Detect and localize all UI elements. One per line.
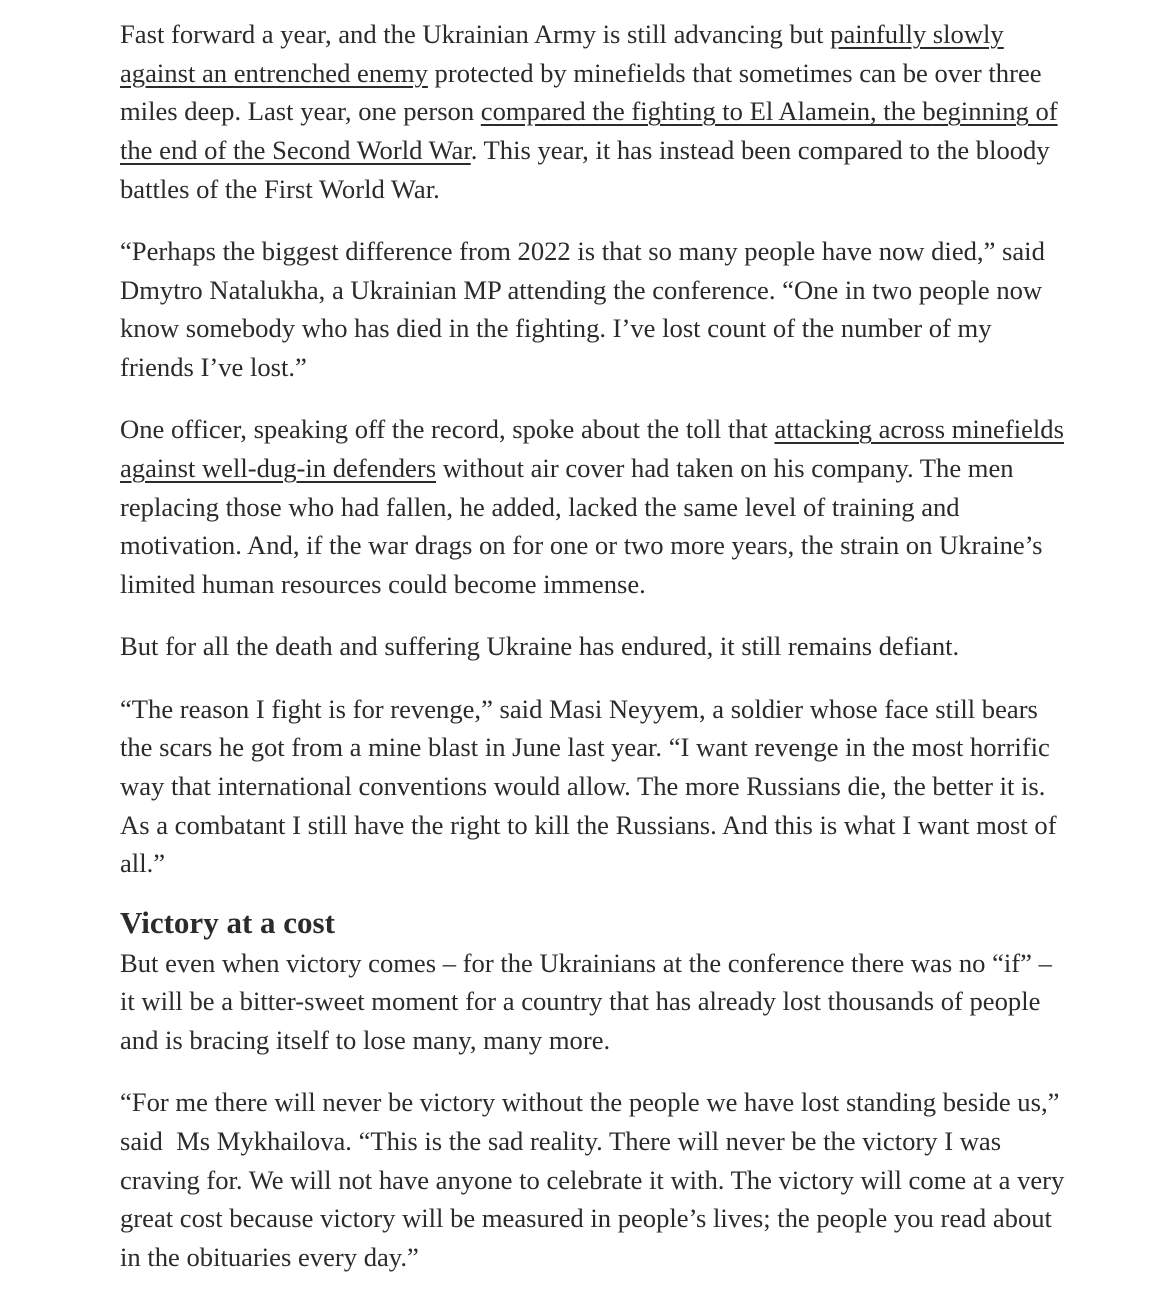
subheading: Victory at a cost xyxy=(120,904,335,940)
text-segment: without air cover had taken on his company. The men replacing those who had fallen, he added, lacked the same level of training and motivation. And, if the war drags on for one or two more years, the strain on Ukraine’s limited human resources could become immense. xyxy=(120,453,1043,600)
paragraph-natalukha-quote xyxy=(120,232,1065,387)
article-body xyxy=(120,15,1065,1300)
text-segment: “For me there will never be victory without the people we have lost standing beside us,” said Ms Mykhailova. “This is the sad reality. There will never be the victory I was craving for. We will not have anyone to celebrate it with. The victory will come at a very great cost because victory will be measured in people’s lives; the people you read about in the obituaries every day.” xyxy=(120,1087,1065,1272)
text-segment: But even when victory comes – for the Ukrainians at the conference there was no “if” – it will be a bitter-sweet moment for a country that has already lost thousands of people and is bracing itself to lose many, many more. xyxy=(120,947,1052,1055)
link-painfully-slowly[interactable]: painfully slowly against an entrenched enemy xyxy=(120,19,1004,88)
paragraph-officer xyxy=(120,410,1065,604)
text-segment: “Perhaps the biggest difference from 2022 is that so many people have now died,” said Dmytro Natalukha, a Ukrainian MP attending the conference. “One in two people now know somebody who has died in the fighting. I’ve lost count of the number of my friends I’ve lost.” xyxy=(120,236,1045,383)
text-segment: One officer, speaking off the record, spoke about the toll that xyxy=(120,414,775,445)
link-attacking-across-minefields[interactable]: attacking across minefields against well-dug-in defenders xyxy=(120,414,1064,484)
text-segment: protected by minefields that sometimes can be over three miles deep. Last year, one person xyxy=(120,57,1042,127)
text-segment: Fast forward a year, and the Ukrainian Army is still advancing but xyxy=(120,19,831,49)
paragraph-defiant xyxy=(120,627,1065,666)
paragraph-mykhailova-quote xyxy=(120,1083,1065,1277)
paragraph-neyyem-quote xyxy=(120,690,1065,884)
paragraph-victory-comes xyxy=(120,944,1065,1060)
text-segment: “The reason I fight is for revenge,” said Masi Neyyem, a soldier whose face still bears the scars he got from a mine blast in June last year. “I want revenge in the most horrific way that international conventions would allow. The more Russians die, the better it is. As a combatant I still have the right to kill the Russians. And this is what I want most of all.” xyxy=(120,693,1057,879)
text-segment: . This year, it has instead been compared to the bloody battles of the First World War. xyxy=(120,135,1050,204)
text-segment: But for all the death and suffering Ukraine has endured, it still remains defiant. xyxy=(120,631,960,662)
link-compared-el-alamein[interactable]: compared the fighting to El Alamein, the beginning of the end of the Second World War xyxy=(120,96,1058,166)
paragraph-fast-forward xyxy=(120,15,1065,209)
